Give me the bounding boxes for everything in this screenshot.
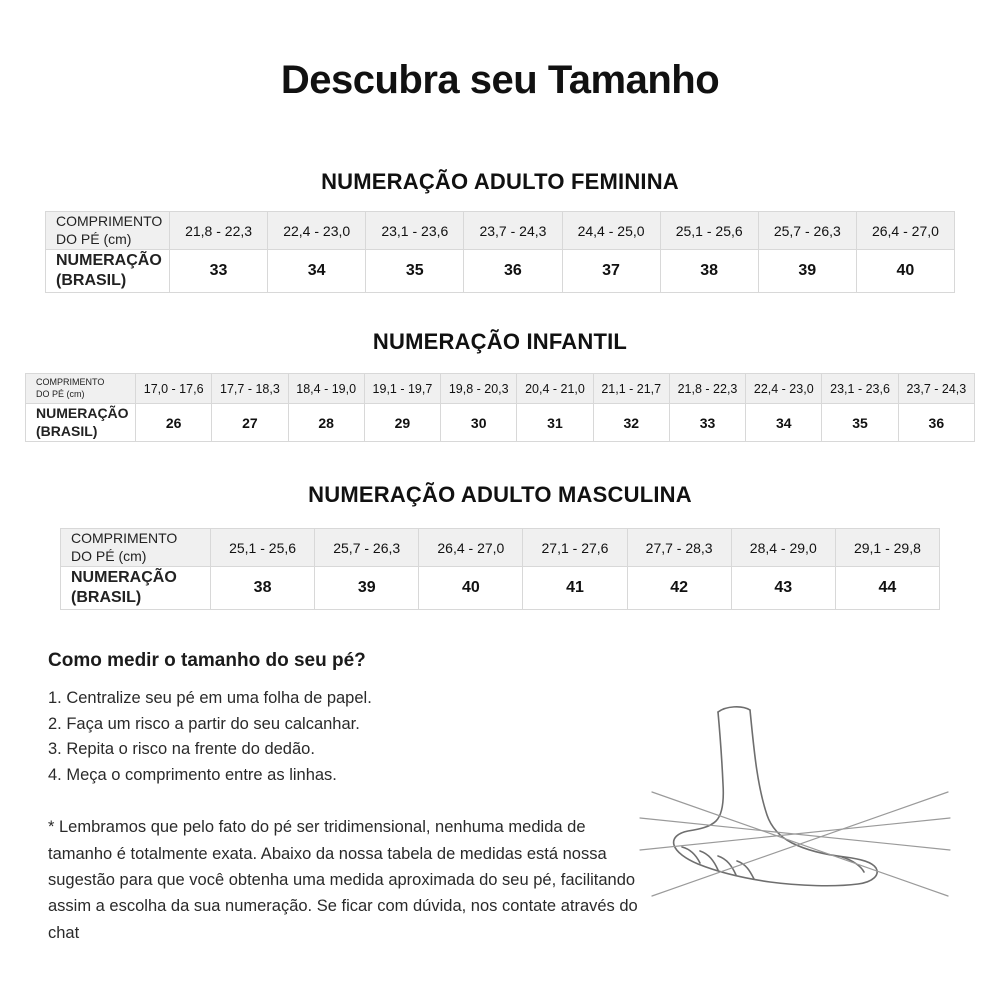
table-row-size-female bbox=[46, 250, 955, 293]
row-label-length-male bbox=[61, 529, 211, 567]
row-label-length-kids bbox=[26, 374, 136, 404]
row-label-length-line2: DO PÉ (cm) bbox=[56, 230, 132, 247]
cell-length: 23,7 - 24,3 bbox=[464, 212, 562, 250]
list-item: 3. Repita o risco na frente do dedão. bbox=[48, 740, 315, 759]
table-row-size-kids bbox=[26, 404, 975, 442]
cell-size: 36 bbox=[898, 404, 974, 442]
cell-size: 43 bbox=[731, 567, 835, 610]
cell-size: 41 bbox=[523, 567, 627, 610]
row-label-size-line1: NUMERAÇÃO bbox=[36, 405, 129, 421]
row-label-length-line1: COMPRIMENTO bbox=[71, 530, 178, 546]
cell-length: 24,4 - 25,0 bbox=[562, 212, 660, 250]
section-title-male: NUMERAÇÃO ADULTO MASCULINA bbox=[308, 482, 692, 507]
cell-length: 22,4 - 23,0 bbox=[268, 212, 366, 250]
cell-size: 33 bbox=[669, 404, 745, 442]
cell-size: 38 bbox=[211, 567, 315, 610]
cell-length: 26,4 - 27,0 bbox=[419, 529, 523, 567]
size-table-female bbox=[45, 211, 955, 293]
row-label-length-line2: DO PÉ (cm) bbox=[71, 547, 147, 564]
cell-size: 37 bbox=[562, 250, 660, 293]
cell-length: 23,1 - 23,6 bbox=[366, 212, 464, 250]
cell-size: 28 bbox=[288, 404, 364, 442]
cell-length: 25,1 - 25,6 bbox=[211, 529, 315, 567]
cell-size: 34 bbox=[268, 250, 366, 293]
row-label-length-line1: COMPRIMENTO bbox=[36, 377, 105, 388]
row-label-size-line2: (BRASIL) bbox=[56, 272, 127, 289]
cell-length: 23,7 - 24,3 bbox=[898, 374, 974, 404]
cell-size: 44 bbox=[835, 567, 939, 610]
cell-size: 27 bbox=[212, 404, 288, 442]
cell-length: 26,4 - 27,0 bbox=[856, 212, 954, 250]
list-item: 4. Meça o comprimento entre as linhas. bbox=[48, 765, 337, 784]
cell-size: 34 bbox=[746, 404, 822, 442]
cell-length: 25,7 - 26,3 bbox=[758, 212, 856, 250]
cell-size: 33 bbox=[170, 250, 268, 293]
cell-size: 39 bbox=[315, 567, 419, 610]
row-label-length-line2: DO PÉ (cm) bbox=[36, 388, 85, 399]
cell-length: 17,0 - 17,6 bbox=[136, 374, 212, 404]
row-label-size-kids bbox=[26, 404, 136, 442]
table-row-length-kids bbox=[26, 374, 975, 404]
cell-size: 40 bbox=[419, 567, 523, 610]
cell-size: 42 bbox=[627, 567, 731, 610]
cell-length: 25,7 - 26,3 bbox=[315, 529, 419, 567]
cell-length: 27,1 - 27,6 bbox=[523, 529, 627, 567]
size-table-male bbox=[60, 528, 940, 610]
cell-size: 38 bbox=[660, 250, 758, 293]
cell-length: 22,4 - 23,0 bbox=[746, 374, 822, 404]
section-title-kids: NUMERAÇÃO INFANTIL bbox=[372, 329, 628, 354]
row-label-length-line1: COMPRIMENTO bbox=[56, 213, 163, 229]
page-title: Descubra seu Tamanho bbox=[280, 58, 720, 102]
how-to-steps bbox=[48, 686, 668, 788]
cell-length: 27,7 - 28,3 bbox=[627, 529, 731, 567]
table-row-length-female bbox=[46, 212, 955, 250]
how-to-measure-section bbox=[48, 650, 668, 963]
cell-size: 30 bbox=[441, 404, 517, 442]
cell-length: 19,8 - 20,3 bbox=[441, 374, 517, 404]
row-label-size-female bbox=[46, 250, 170, 293]
row-label-length-female bbox=[46, 212, 170, 250]
list-item: 1. Centralize seu pé em uma folha de papel. bbox=[48, 689, 372, 707]
cell-length: 21,8 - 22,3 bbox=[669, 374, 745, 404]
foot-icon bbox=[630, 700, 960, 910]
cell-length: 29,1 - 29,8 bbox=[835, 529, 939, 567]
how-to-title: Como medir o tamanho do seu pé? bbox=[48, 650, 366, 671]
list-item: 2. Faça um risco a partir do seu calcanhar. bbox=[48, 714, 360, 733]
cell-length: 18,4 - 19,0 bbox=[288, 374, 364, 404]
cell-length: 23,1 - 23,6 bbox=[822, 374, 898, 404]
cell-size: 32 bbox=[593, 404, 669, 442]
foot-measurement-illustration bbox=[630, 700, 960, 910]
cell-size: 31 bbox=[517, 404, 593, 442]
cell-length: 28,4 - 29,0 bbox=[731, 529, 835, 567]
row-label-size-line2: (BRASIL) bbox=[71, 589, 142, 606]
cell-length: 25,1 - 25,6 bbox=[660, 212, 758, 250]
cell-length: 21,8 - 22,3 bbox=[170, 212, 268, 250]
cell-size: 40 bbox=[856, 250, 954, 293]
row-label-size-male bbox=[61, 567, 211, 610]
cell-length: 21,1 - 21,7 bbox=[593, 374, 669, 404]
row-label-size-line2: (BRASIL) bbox=[36, 422, 98, 439]
size-table-kids bbox=[25, 373, 975, 442]
cell-length: 19,1 - 19,7 bbox=[364, 374, 440, 404]
table-row-length-male bbox=[61, 529, 940, 567]
cell-length: 20,4 - 21,0 bbox=[517, 374, 593, 404]
cell-size: 29 bbox=[364, 404, 440, 442]
cell-size: 26 bbox=[136, 404, 212, 442]
cell-size: 36 bbox=[464, 250, 562, 293]
table-row-size-male bbox=[61, 567, 940, 610]
cell-length: 17,7 - 18,3 bbox=[212, 374, 288, 404]
cell-size: 35 bbox=[366, 250, 464, 293]
row-label-size-line1: NUMERAÇÃO bbox=[71, 569, 177, 586]
disclaimer-note: * Lembramos que pelo fato do pé ser tridimensional, nenhuma medida de tamanho é totalmente exata. Abaixo da nossa tabela de medidas está nossa sugestão para que você obtenha uma medida aproximada do seu pé, facilitando assim a escolha da sua numeração. Se ficar com dúvida, nos contate através do chat bbox=[48, 818, 638, 942]
section-title-female: NUMERAÇÃO ADULTO FEMININA bbox=[321, 169, 679, 194]
cell-size: 35 bbox=[822, 404, 898, 442]
cell-size: 39 bbox=[758, 250, 856, 293]
row-label-size-line1: NUMERAÇÃO bbox=[56, 252, 162, 269]
